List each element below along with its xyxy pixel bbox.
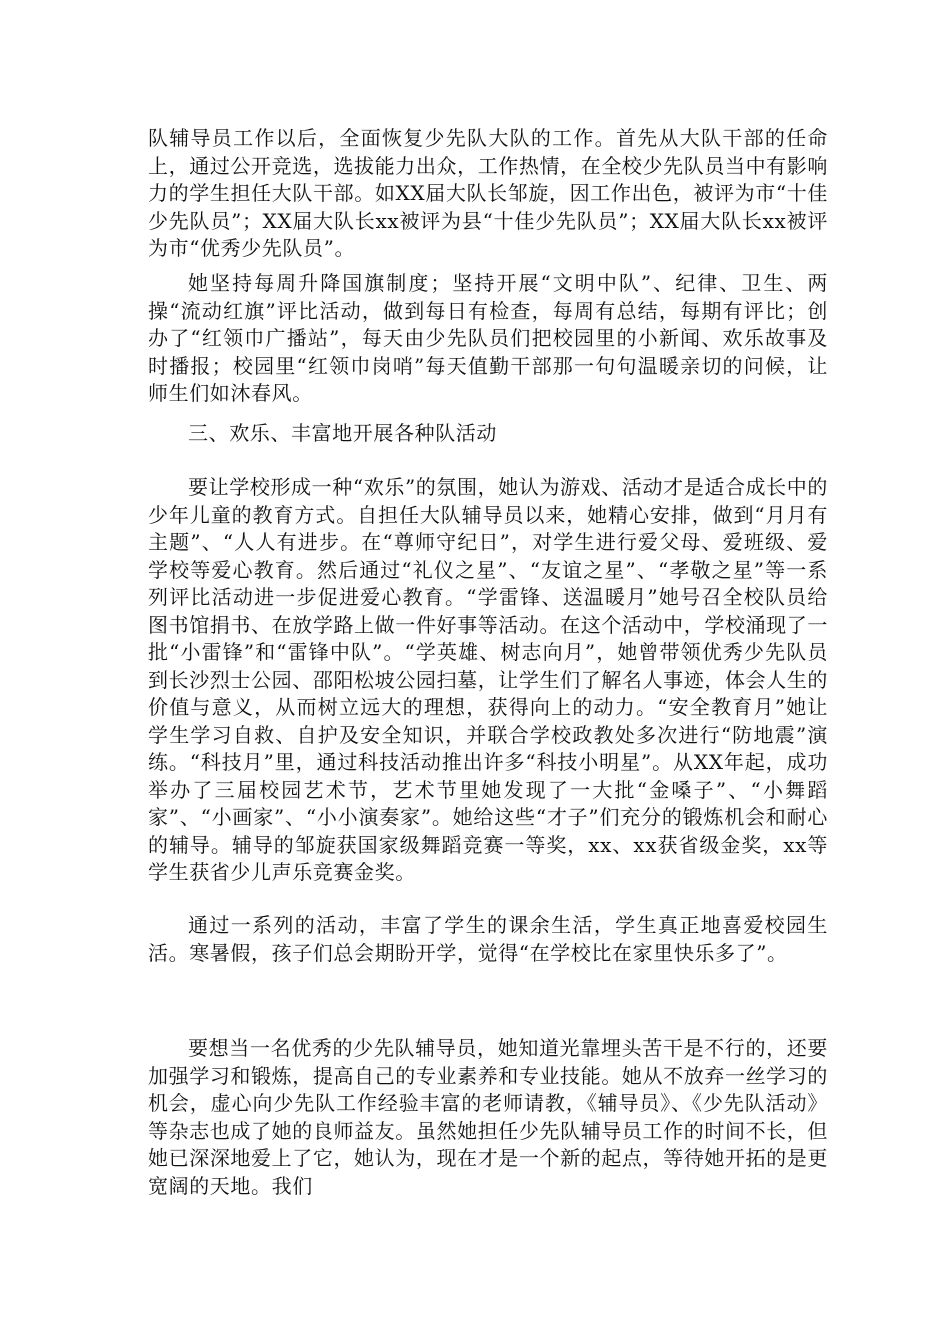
paragraph-4: 通过一系列的活动，丰富了学生的课余生活，学生真正地喜爱校园生活。寒暑假，孩子们总会期盼开学，觉得“在学校比在家里快乐多了”。 <box>148 913 828 965</box>
paragraph-2: 她坚持每周升降国旗制度；坚持开展“文明中队”、纪律、卫生、两操“流动红旗”评比活动，做到每日有检查，每周有总结，每期有评比；创办了“红领巾广播站”，每天由少先队员们把校园里的小新闻、欢乐故事及时播报；校园里“红领巾岗哨”每天值勤干部那一句句温暖亲切的问候，让师生们如沐春风。 <box>148 271 828 405</box>
paragraph-3: 要让学校形成一种“欢乐”的氛围，她认为游戏、活动才是适合成长中的少年儿童的教育方式。自担任大队辅导员以来，她精心安排，做到“月月有主题”、“人人有进步。在“尊师守纪日”，对学生进行爱父母、爱班级、爱学校等爱心教育。然后通过“礼仪之星”、“友谊之星”、“孝敬之星”等一系列评比活动进一步促进爱心教育。“学雷锋、送温暖月”她号召全校队员给图书馆捐书、在放学路上做一件好事等活动。在这个活动中，学校涌现了一批“小雷锋”和“雷锋中队”。“学英雄、树志向月”，她曾带领优秀少先队员到长沙烈士公园、邵阳松坡公园扫墓，让学生们了解名人事迹，体会人生的价值与意义，从而树立远大的理想，获得向上的动力。“安全教育月”她让学生学习自救、自护及安全知识，并联合学校政教处多次进行“防地震”演练。“科技月”里，通过科技活动推出许多“科技小明星”。从XX年起，成功举办了三届校园艺术节，艺术节里她发现了一大批“金嗓子”、“小舞蹈家”、“小画家”、“小小演奏家”。她给这些“才子”们充分的锻炼机会和耐心的辅导。辅导的邹旋获国家级舞蹈竞赛一等奖，xx、xx获省级金奖，xx等学生获省少儿声乐竞赛金奖。 <box>148 475 828 884</box>
paragraph-5: 要想当一名优秀的少先队辅导员，她知道光靠埋头苦干是不行的，还要加强学习和锻炼，提高自己的专业素养和专业技能。她从不放弃一丝学习的机会，虚心向少先队工作经验丰富的老师请教，《辅导员》、《少先队活动》等杂志也成了她的良师益友。虽然她担任少先队辅导员工作的时间不长，但她已深深地爱上了它，她认为，现在才是一个新的起点，等待她开拓的是更宽阔的天地。我们 <box>148 1036 828 1198</box>
section-heading: 三、欢乐、丰富地开展各种队活动 <box>188 421 497 445</box>
paragraph-1: 队辅导员工作以后，全面恢复少先队大队的工作。首先从大队干部的任命上，通过公开竞选，选拔能力出众，工作热情，在全校少先队员当中有影响力的学生担任大队干部。如XX届大队长邹旋，因工作出色，被评为市“十佳少先队员”；XX届大队长xx被评为县“十佳少先队员”；XX届大队长xx被评为市“优秀少先队员”。 <box>148 126 828 260</box>
